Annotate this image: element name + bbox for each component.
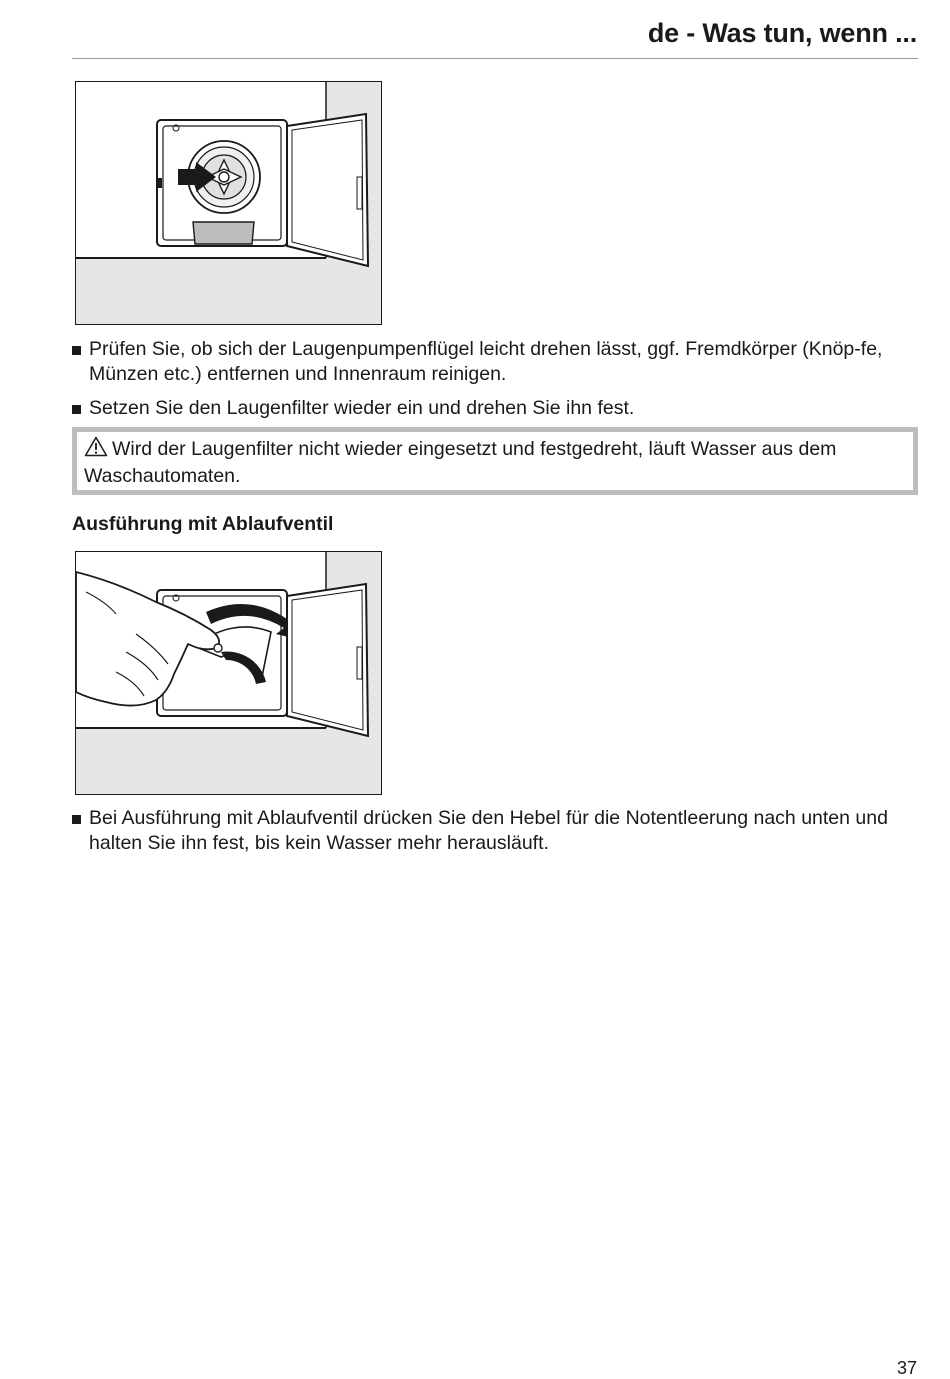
list-item — [72, 806, 922, 856]
warning-triangle-icon — [84, 436, 108, 464]
list-item — [72, 396, 922, 421]
bullet-marker — [72, 815, 81, 824]
drain-pump-illustration — [75, 81, 382, 325]
bullet-marker — [72, 405, 81, 414]
page-header-title: de - Was tun, wenn ... — [647, 18, 917, 48]
list-item-text: Bei Ausführung mit Ablaufventil drücken Sie den Hebel für die Notentleerung nach unten und halten Sie ihn fest, bis kein Wasser mehr herausläuft. — [89, 807, 888, 854]
list-item — [72, 337, 922, 387]
section-heading: Ausführung mit Ablaufventil — [72, 513, 334, 535]
list-item-text: Prüfen Sie, ob sich der Laugenpumpenflügel leicht drehen lässt, ggf. Fremdkörper (Knöp-fe, Münzen etc.) entfernen und Innenraum reinigen. — [89, 338, 883, 385]
page-number: 37 — [896, 1358, 917, 1378]
warning-box — [72, 427, 918, 495]
drain-valve-illustration — [75, 551, 382, 795]
list-item-text: Setzen Sie den Laugenfilter wieder ein und drehen Sie ihn fest. — [89, 397, 635, 419]
warning-text: Wird der Laugenfilter nicht wieder eingesetzt und festgedreht, läuft Wasser aus dem Waschautomaten. — [84, 438, 837, 487]
bullet-marker — [72, 346, 81, 355]
header-divider — [72, 58, 918, 59]
